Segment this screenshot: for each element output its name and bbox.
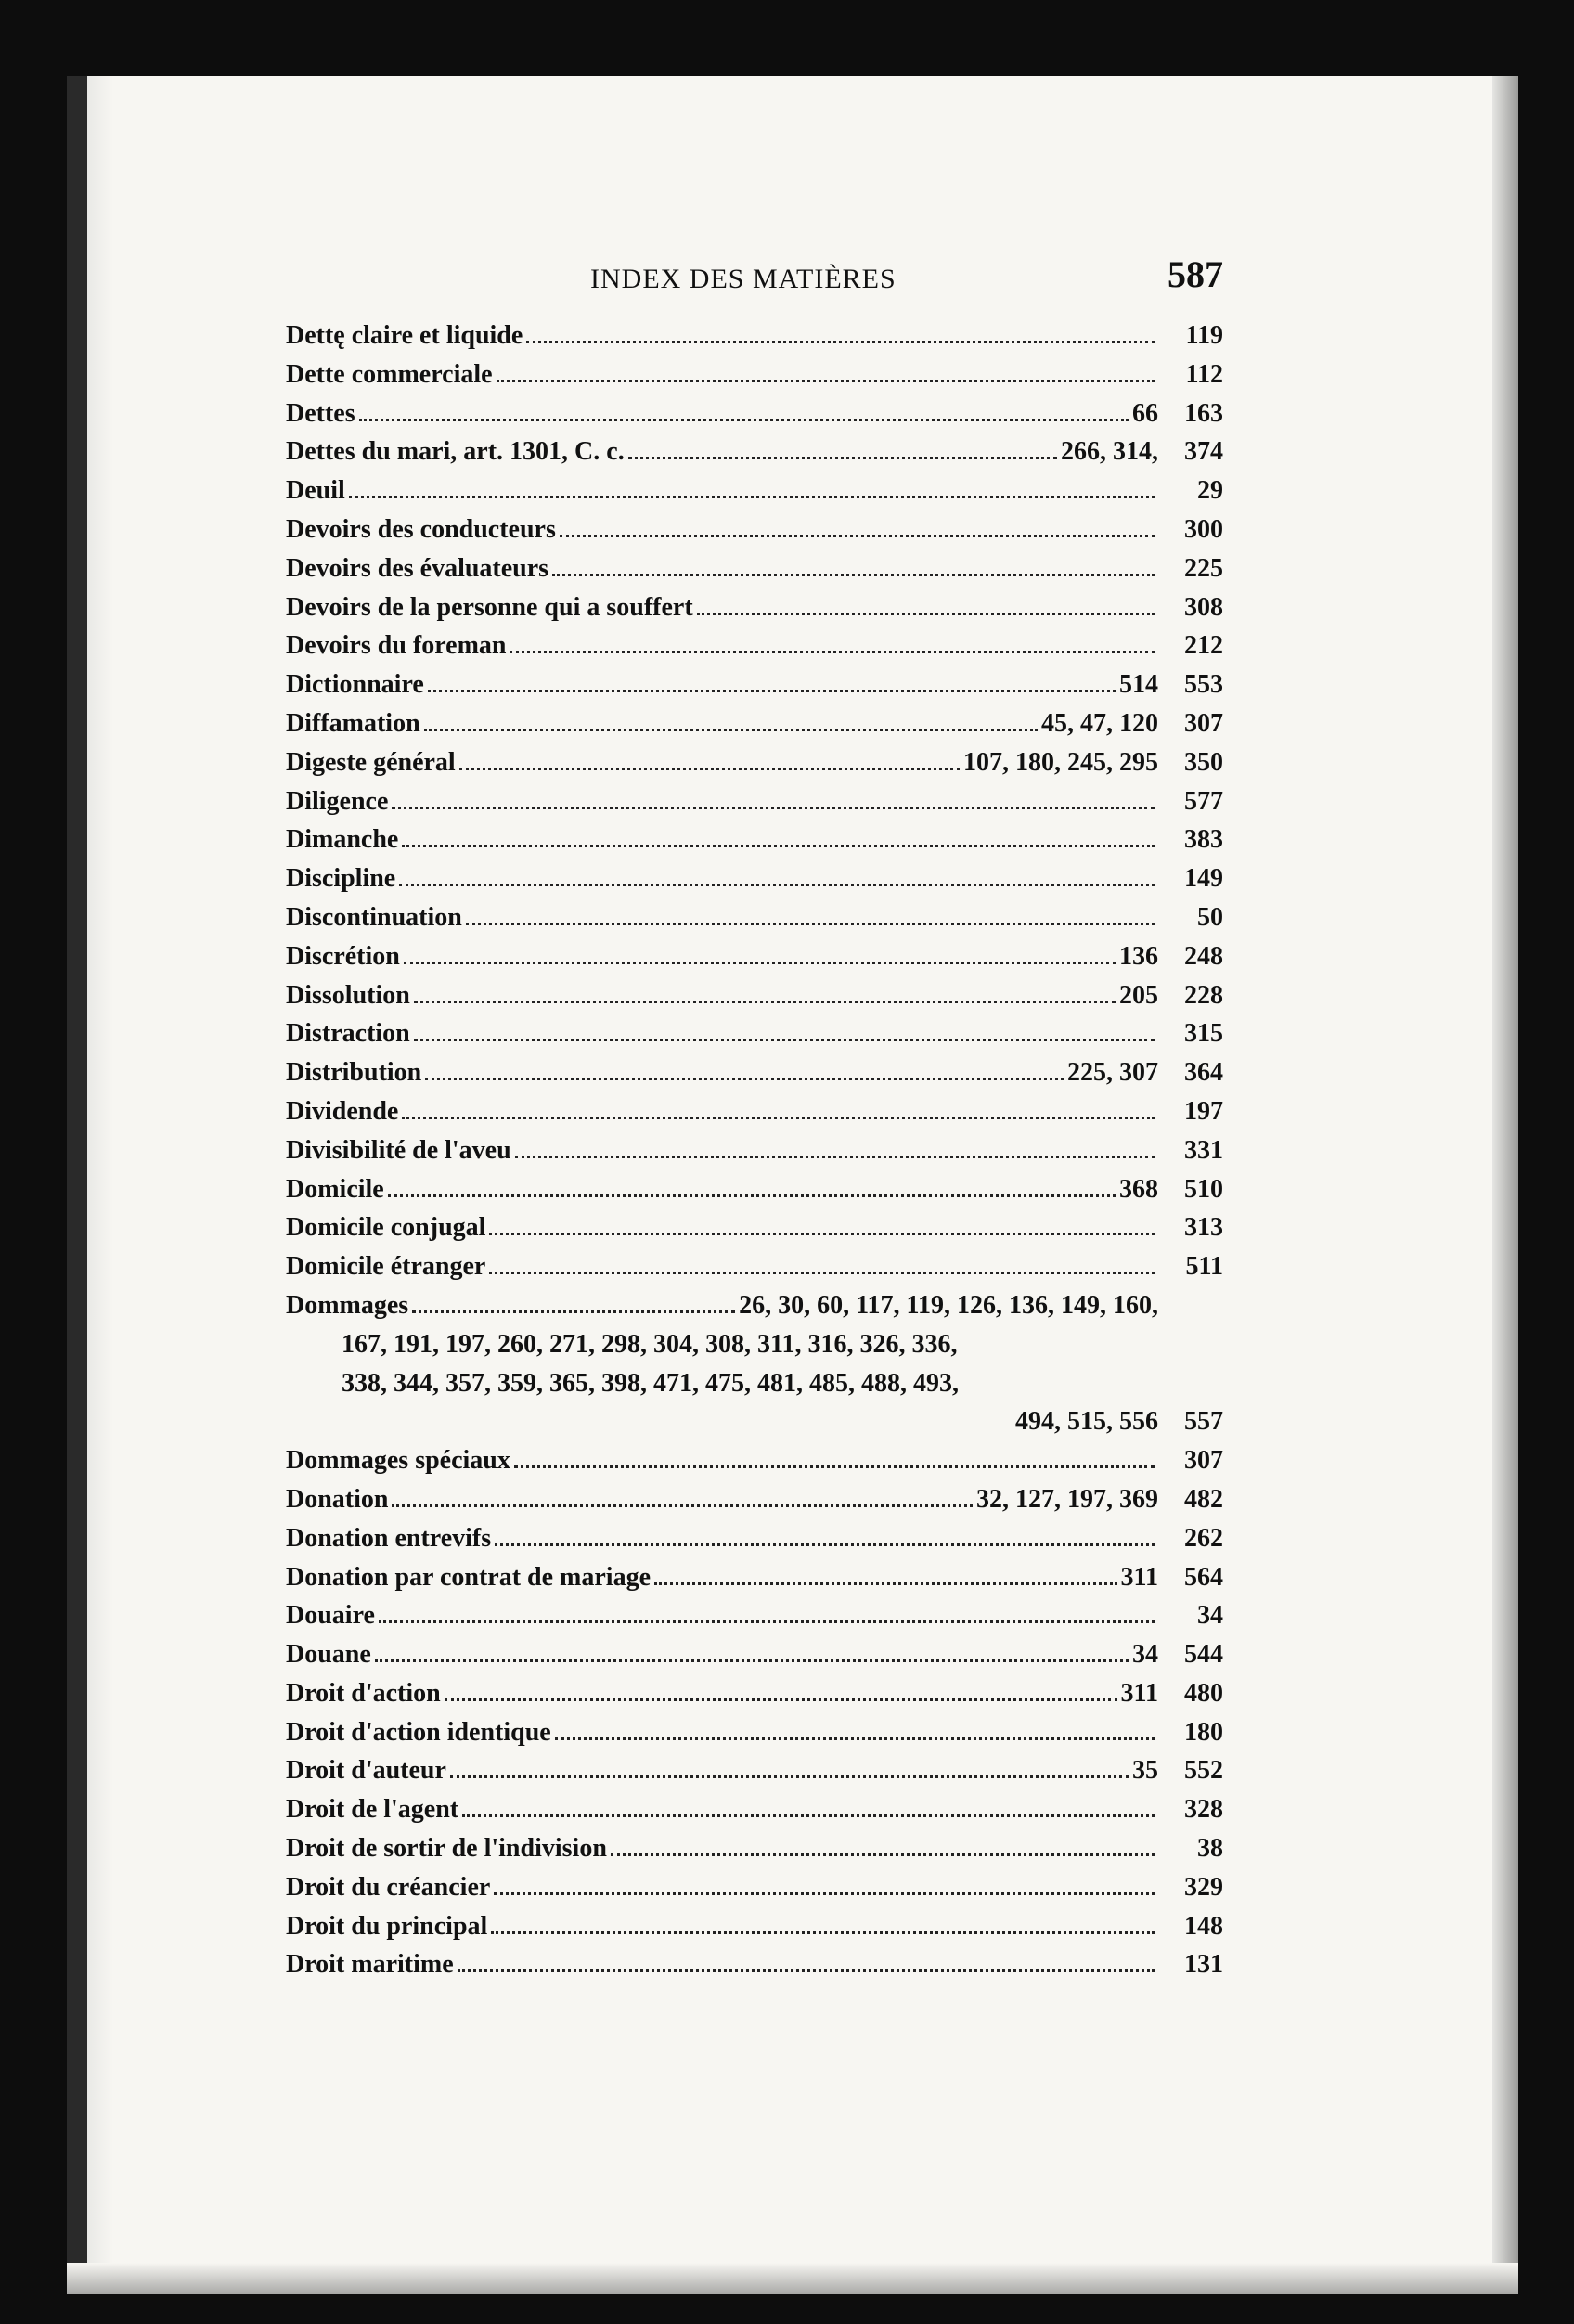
- entry-page: 262: [1184, 1523, 1223, 1553]
- entry-page: 131: [1184, 1950, 1223, 1980]
- dot-leader: [466, 923, 1155, 925]
- entry-page: 248: [1184, 941, 1223, 971]
- index-entry: [286, 825, 1223, 864]
- entry-term: Distraction: [286, 1019, 410, 1049]
- dot-leader: [552, 574, 1155, 576]
- dot-leader: [458, 1969, 1155, 1972]
- entry-term: Digeste général: [286, 747, 456, 777]
- index-entry: [286, 1446, 1223, 1485]
- entry-refs: 35: [1132, 1756, 1158, 1786]
- entry-refs: 494, 515, 556: [1015, 1407, 1158, 1437]
- entry-page: 328: [1184, 1795, 1223, 1825]
- entry-page: 329: [1184, 1872, 1223, 1902]
- index-entry: [286, 1136, 1223, 1175]
- index-entry: [286, 1563, 1223, 1602]
- dot-leader: [697, 613, 1155, 615]
- entry-page: 374: [1184, 437, 1223, 467]
- dot-leader: [412, 1310, 735, 1313]
- dot-leader: [402, 1117, 1155, 1119]
- index-entry: [286, 981, 1223, 1020]
- entry-page: 331: [1184, 1135, 1223, 1165]
- entry-page: 511: [1185, 1252, 1223, 1282]
- page-right-edge: [1492, 76, 1518, 2294]
- entry-term: Droit de sortir de l'indivision: [286, 1834, 607, 1864]
- entry-term: Dommages spéciaux: [286, 1446, 510, 1476]
- entry-term: Droit d'action: [286, 1678, 441, 1708]
- entry-term: Devoirs de la personne qui a souffert: [286, 592, 693, 622]
- entry-page: 552: [1184, 1756, 1223, 1786]
- index-entry: [286, 1912, 1223, 1951]
- dot-leader: [462, 1814, 1155, 1817]
- entry-page: 300: [1184, 514, 1223, 544]
- entry-page: 307: [1184, 1446, 1223, 1476]
- entry-page: 225: [1184, 553, 1223, 583]
- index-entry: [286, 1601, 1223, 1640]
- entry-page: 38: [1197, 1834, 1223, 1864]
- entry-term: Deuil: [286, 476, 345, 506]
- index-entry: [286, 1834, 1223, 1873]
- entry-refs: 514: [1119, 670, 1158, 700]
- entry-page: 350: [1184, 747, 1223, 777]
- entry-page: 577: [1184, 786, 1223, 816]
- entry-term: Donation: [286, 1484, 389, 1514]
- entry-term: Dettes: [286, 398, 355, 428]
- entry-page: 553: [1184, 670, 1223, 700]
- index-entry: [286, 748, 1223, 787]
- entry-continuation: 167, 191, 197, 260, 271, 298, 304, 308, 311, 316, 326, 336,: [342, 1329, 958, 1359]
- dot-leader: [497, 380, 1155, 382]
- entry-page: 313: [1184, 1213, 1223, 1243]
- index-entry: [286, 437, 1223, 476]
- entry-term: Dommages: [286, 1290, 409, 1320]
- index-entry: [286, 321, 1223, 360]
- dot-leader: [445, 1698, 1117, 1701]
- entry-term: Dette commerciale: [286, 359, 493, 389]
- index-entry: [286, 399, 1223, 438]
- dot-leader: [404, 962, 1116, 964]
- dot-leader: [414, 1001, 1116, 1003]
- dot-leader: [379, 1620, 1155, 1623]
- dot-leader: [399, 884, 1155, 886]
- entry-term: Discipline: [286, 864, 396, 894]
- entry-term: Domicile: [286, 1174, 384, 1204]
- entry-term: Droit maritime: [286, 1950, 454, 1980]
- spine-shadow: [87, 76, 113, 2294]
- entry-page: 482: [1184, 1484, 1223, 1514]
- dot-leader: [489, 1233, 1155, 1235]
- dot-leader: [428, 690, 1116, 692]
- index-entry: [286, 1485, 1223, 1524]
- entry-refs: 205: [1119, 980, 1158, 1010]
- entry-refs: 368: [1119, 1174, 1158, 1204]
- dot-leader: [526, 341, 1155, 343]
- entry-page: 119: [1185, 321, 1223, 350]
- index-entry: [286, 476, 1223, 515]
- index-entry: [286, 1175, 1223, 1214]
- page-bottom-edge: [67, 2263, 1518, 2294]
- dot-leader: [450, 1775, 1129, 1778]
- dot-leader: [494, 1892, 1155, 1895]
- dot-leader: [459, 768, 960, 770]
- entry-refs: 26, 30, 60, 117, 119, 126, 136, 149, 160,: [739, 1290, 1158, 1320]
- index-entry: [286, 1524, 1223, 1563]
- entry-term: Devoirs du foreman: [286, 631, 507, 661]
- index-entry: [286, 593, 1223, 632]
- index-entry: [286, 903, 1223, 942]
- dot-leader: [560, 535, 1155, 537]
- entry-refs: 45, 47, 120: [1041, 708, 1158, 738]
- index-entry: [286, 515, 1223, 554]
- index-entry: [286, 670, 1223, 709]
- index-entry: [286, 787, 1223, 826]
- entry-refs: 107, 180, 245, 295: [963, 747, 1158, 777]
- dot-leader: [388, 1194, 1116, 1197]
- index-entry: [286, 1795, 1223, 1834]
- index-list: [286, 321, 1223, 1989]
- dot-leader: [495, 1543, 1155, 1546]
- index-entry: [286, 1950, 1223, 1989]
- index-entry: [286, 1252, 1223, 1291]
- entry-page: 50: [1197, 902, 1223, 932]
- entry-refs: 136: [1119, 941, 1158, 971]
- index-entry: [286, 1019, 1223, 1058]
- dot-leader: [628, 457, 1057, 459]
- entry-page: 29: [1197, 476, 1223, 506]
- entry-page: 315: [1184, 1019, 1223, 1049]
- entry-refs: 311: [1120, 1678, 1158, 1708]
- dot-leader: [425, 1078, 1064, 1080]
- index-entry: [286, 1213, 1223, 1252]
- index-entry: [286, 360, 1223, 399]
- entry-page: 383: [1184, 825, 1223, 855]
- entry-page: 364: [1184, 1058, 1223, 1088]
- entry-term: Droit d'action identique: [286, 1717, 551, 1747]
- entry-page: 557: [1184, 1407, 1223, 1437]
- entry-page: 510: [1184, 1174, 1223, 1204]
- book-spine: [67, 76, 87, 2294]
- entry-continuation-final: [286, 1407, 1223, 1446]
- entry-refs: 34: [1132, 1640, 1158, 1670]
- dot-leader: [654, 1582, 1117, 1585]
- entry-term: Dissolution: [286, 980, 410, 1010]
- entry-page: 163: [1184, 398, 1223, 428]
- entry-page: 34: [1197, 1601, 1223, 1631]
- entry-term: Devoirs des évaluateurs: [286, 553, 549, 583]
- entry-page: 564: [1184, 1562, 1223, 1592]
- index-entry: [286, 1756, 1223, 1795]
- entry-term: Discrétion: [286, 941, 400, 971]
- dot-leader: [392, 1504, 973, 1507]
- index-entry: [286, 1679, 1223, 1718]
- entry-term: Diffamation: [286, 708, 420, 738]
- index-entry: [286, 1718, 1223, 1757]
- dot-leader: [611, 1853, 1155, 1856]
- entry-page: 149: [1184, 864, 1223, 894]
- entry-page: 197: [1184, 1096, 1223, 1126]
- entry-term: Donation entrevifs: [286, 1523, 492, 1553]
- entry-term: Droit de l'agent: [286, 1795, 459, 1825]
- entry-refs: 311: [1120, 1562, 1158, 1592]
- index-entry-dommages: [286, 1291, 1223, 1330]
- entry-term: Devoirs des conducteurs: [286, 514, 556, 544]
- entry-term: Dettę claire et liquide: [286, 321, 523, 350]
- entry-term: Domicile étranger: [286, 1252, 486, 1282]
- dot-leader: [414, 1039, 1155, 1041]
- entry-term: Dictionnaire: [286, 670, 424, 700]
- index-entry: [286, 631, 1223, 670]
- entry-term: Droit d'auteur: [286, 1756, 446, 1786]
- entry-term: Discontinuation: [286, 902, 462, 932]
- dot-leader: [349, 496, 1155, 498]
- entry-page: 544: [1184, 1640, 1223, 1670]
- entry-term: Diligence: [286, 786, 389, 816]
- dot-leader: [515, 1156, 1155, 1158]
- index-entry: [286, 942, 1223, 981]
- page-header: [286, 252, 1223, 308]
- index-entry: [286, 864, 1223, 903]
- dot-leader: [402, 845, 1155, 847]
- entry-term: Douane: [286, 1640, 371, 1670]
- dot-leader: [375, 1659, 1129, 1662]
- entry-term: Domicile conjugal: [286, 1213, 486, 1243]
- dot-leader: [555, 1737, 1155, 1740]
- entry-refs: 225, 307: [1067, 1058, 1158, 1088]
- index-entry: [286, 1058, 1223, 1097]
- entry-page: 212: [1184, 631, 1223, 661]
- entry-term: Dettes du mari, art. 1301, C. c.: [286, 437, 625, 467]
- dot-leader: [392, 807, 1155, 809]
- running-title: INDEX DES MATIÈRES: [590, 264, 897, 294]
- entry-continuation: 338, 344, 357, 359, 365, 398, 471, 475, 481, 485, 488, 493,: [342, 1368, 959, 1398]
- entry-term: Dimanche: [286, 825, 399, 855]
- entry-page: 112: [1185, 359, 1223, 389]
- entry-term: Douaire: [286, 1601, 375, 1631]
- index-entry: [286, 554, 1223, 593]
- entry-page: 228: [1184, 980, 1223, 1010]
- entry-page: 148: [1184, 1911, 1223, 1941]
- dot-leader: [359, 419, 1129, 421]
- dot-leader: [514, 1465, 1155, 1468]
- entry-page: 307: [1184, 708, 1223, 738]
- dot-leader: [489, 1272, 1155, 1274]
- entry-term: Dividende: [286, 1096, 399, 1126]
- index-entry: [286, 1873, 1223, 1912]
- dot-leader: [510, 651, 1155, 653]
- dot-leader: [424, 729, 1038, 731]
- entry-refs: 266, 314,: [1061, 437, 1158, 467]
- entry-page: 180: [1184, 1717, 1223, 1747]
- entry-term: Droit du créancier: [286, 1872, 491, 1902]
- dot-leader: [491, 1931, 1155, 1934]
- index-entry: [286, 1097, 1223, 1136]
- entry-refs: 66: [1132, 398, 1158, 428]
- entry-term: Divisibilité de l'aveu: [286, 1135, 511, 1165]
- index-entry: [286, 1640, 1223, 1679]
- page-number: 587: [1168, 253, 1223, 295]
- entry-term: Droit du principal: [286, 1911, 488, 1941]
- index-entry: [286, 709, 1223, 748]
- entry-refs: 32, 127, 197, 369: [976, 1484, 1158, 1514]
- entry-page: 308: [1184, 592, 1223, 622]
- entry-term: Donation par contrat de mariage: [286, 1562, 651, 1592]
- entry-term: Distribution: [286, 1058, 422, 1088]
- entry-page: 480: [1184, 1678, 1223, 1708]
